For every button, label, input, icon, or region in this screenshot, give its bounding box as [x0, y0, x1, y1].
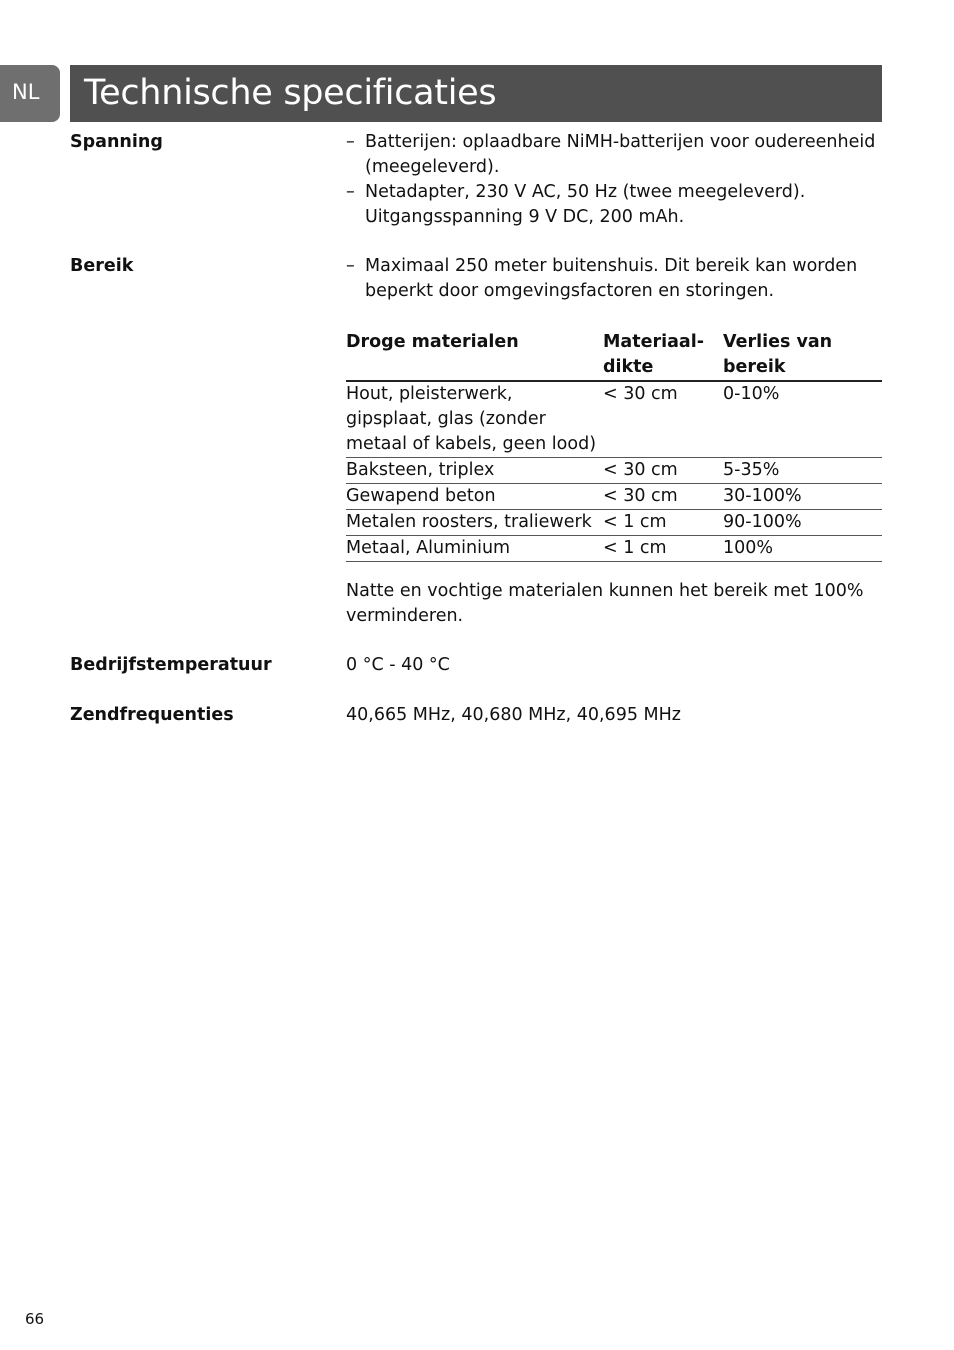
page-title: Technische specificaties	[84, 73, 497, 113]
cell-range-loss: 30-100%	[723, 484, 882, 510]
cell-thickness: < 1 cm	[603, 510, 723, 536]
cell-material: Baksteen, triplex	[346, 458, 603, 484]
list-item-text: Maximaal 250 meter buitenshuis. Dit bereik kan worden beperkt door omgevingsfactoren en storingen.	[365, 256, 858, 301]
range-note: Natte en vochtige materialen kunnen het bereik met 100% verminderen.	[346, 581, 864, 626]
bereik-list	[346, 254, 882, 304]
cell-thickness: < 30 cm	[603, 458, 723, 484]
list-item	[346, 180, 882, 230]
spec-label-frequencies: Zendfrequenties	[70, 705, 234, 725]
cell-material: Metalen roosters, traliewerk	[346, 510, 603, 536]
table-header-row	[346, 330, 882, 381]
column-header-material: Droge materialen	[346, 330, 603, 381]
language-tab	[0, 65, 60, 122]
cell-material: Gewapend beton	[346, 484, 603, 510]
dash-marker: –	[346, 182, 355, 202]
spec-label-bereik: Bereik	[70, 256, 134, 276]
materials-table	[346, 330, 882, 562]
cell-range-loss: 100%	[723, 536, 882, 562]
spec-label-temperature: Bedrijfstemperatuur	[70, 655, 272, 675]
page-number: 66	[25, 1310, 45, 1328]
cell-material: Metaal, Aluminium	[346, 536, 603, 562]
table-row	[346, 510, 882, 536]
list-item	[346, 130, 882, 180]
cell-range-loss: 90-100%	[723, 510, 882, 536]
spec-body-bereik	[346, 254, 882, 304]
list-item-text: Batterijen: oplaadbare NiMH-batterijen voor oudereenheid (meegeleverd).	[365, 132, 876, 177]
column-header-thickness: Materiaal-dikte	[603, 330, 723, 381]
cell-thickness: < 1 cm	[603, 536, 723, 562]
table-row	[346, 536, 882, 562]
cell-thickness: < 30 cm	[603, 484, 723, 510]
table-row	[346, 458, 882, 484]
list-item-text: Netadapter, 230 V AC, 50 Hz (twee meegeleverd). Uitgangsspanning 9 V DC, 200 mAh.	[365, 182, 806, 227]
spec-body-spanning	[346, 130, 882, 230]
table-row	[346, 381, 882, 458]
cell-material: Hout, pleisterwerk, gipsplaat, glas (zonder metaal of kabels, geen lood)	[346, 381, 603, 458]
spec-value-temperature: 0 °C - 40 °C	[346, 655, 450, 675]
cell-range-loss: 5-35%	[723, 458, 882, 484]
dash-marker: –	[346, 132, 355, 152]
spec-value-frequencies: 40,665 MHz, 40,680 MHz, 40,695 MHz	[346, 705, 681, 725]
table-row	[346, 484, 882, 510]
spanning-list	[346, 130, 882, 230]
list-item	[346, 254, 882, 304]
column-header-range-loss: Verlies van bereik	[723, 330, 882, 381]
cell-thickness: < 30 cm	[603, 381, 723, 458]
spec-row-bereik	[70, 254, 882, 634]
dash-marker: –	[346, 256, 355, 276]
title-bar	[70, 65, 882, 122]
language-tab-label: NL	[12, 80, 40, 104]
spec-label-spanning: Spanning	[70, 132, 163, 152]
cell-range-loss: 0-10%	[723, 381, 882, 458]
